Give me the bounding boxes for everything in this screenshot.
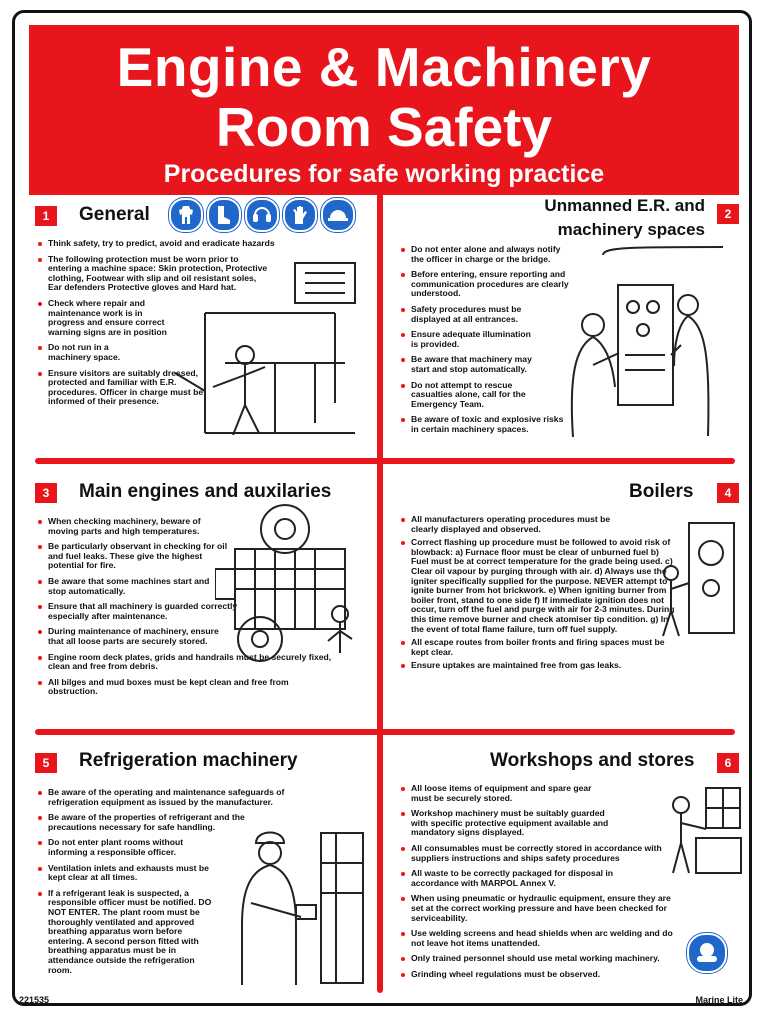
list-item: Be aware of the operating and maintenance safeguards of refrigeration equipment as issued by the manufacturer. xyxy=(37,788,298,807)
list-item: Do not enter alone and always notify the officer in charge or the bridge. xyxy=(400,245,570,264)
protective-clothing-icon xyxy=(169,198,203,232)
eye-protection-icon xyxy=(687,933,727,973)
list-item: Only trained personnel should use metal working machinery. xyxy=(400,954,681,964)
list-item: Safety procedures must be displayed at all entrances. xyxy=(400,305,536,324)
poster-title-line1: Engine & Machinery xyxy=(116,36,652,98)
brand-label: Marine Lite xyxy=(695,995,743,1005)
list-item: All waste to be correctly packaged for disposal in accordance with MARPOL Annex V. xyxy=(400,869,641,888)
vertical-divider xyxy=(377,193,383,993)
engineer-on-walkway-illustration xyxy=(165,243,373,443)
list-item: When checking machinery, beware of moving parts and high temperatures. xyxy=(37,517,228,536)
section-list-boilers xyxy=(400,514,675,675)
section-list-workshops xyxy=(400,783,673,986)
list-item: Be aware that machinery may start and stop automatically. xyxy=(400,355,551,374)
hard-hat-icon xyxy=(321,198,355,232)
section-number-5: 5 xyxy=(35,753,57,773)
section-title-general: General xyxy=(79,204,150,225)
list-item: Be aware that some machines start and stop automatically. xyxy=(37,577,223,596)
section-list-main-engines xyxy=(37,516,332,703)
horizontal-divider-1 xyxy=(35,458,735,464)
list-item: Ensure adequate illumination is provided. xyxy=(400,330,536,349)
section-title-boilers: Boilers xyxy=(629,481,694,502)
list-item: Be aware of toxic and explosive risks in certain machinery spaces. xyxy=(400,415,570,434)
list-item: All manufacturers operating procedures must be clearly displayed and observed. xyxy=(400,515,631,534)
list-item: Ensure that all machinery is guarded correctly especially after maintenance. xyxy=(37,602,243,621)
section-title-refrigeration: Refrigeration machinery xyxy=(79,750,298,771)
section-number-3: 3 xyxy=(35,483,57,503)
list-item: Do not enter plant rooms without informing a responsible officer. xyxy=(37,838,213,857)
section-number-2: 2 xyxy=(717,204,739,224)
section-number-4: 4 xyxy=(717,483,739,503)
section-title-main-engines: Main engines and auxilaries xyxy=(79,481,332,502)
section-title-workshops: Workshops and stores xyxy=(490,750,695,771)
list-item: Before entering, ensure reporting and communication procedures are clearly understood. xyxy=(400,270,570,299)
list-item: The following protection must be worn prior to entering a machine space: Skin protection, Protective clothing, Footwear with slip and oil resistant soles, Ear defenders Protective gloves and Hard hat. xyxy=(37,255,268,293)
list-item: Be particularly observant in checking for oil and fuel leaks. These give the highest potential for fire. xyxy=(37,542,228,571)
list-item: All consumables must be correctly stored in accordance with suppliers instructions and ships safety procedures xyxy=(400,844,666,863)
list-item: All bilges and mud boxes must be kept clean and free from obstruction. xyxy=(37,678,338,697)
list-item: All escape routes from boiler fronts and firing spaces must be kept clear. xyxy=(400,638,671,657)
poster-title-line2: Room Safety xyxy=(215,96,553,158)
list-item: Be aware of the properties of refrigerant and the precautions necessary for safe handling. xyxy=(37,813,253,832)
poster-frame xyxy=(12,10,752,1006)
list-item: When using pneumatic or hydraulic equipment, ensure they are set at the correct working pressure and have been checked for serviceability. xyxy=(400,894,681,923)
engineers-at-control-panel-illustration xyxy=(563,245,733,445)
section-list-unmanned xyxy=(400,245,570,441)
list-item: Do not attempt to rescue casualties alone, call for the Emergency Team. xyxy=(400,381,541,410)
engine-machinery-illustration xyxy=(215,499,373,669)
list-item: Correct flashing up procedure must be followed to avoid risk of blowback: a) Furnace floor must be clear of unburned fuel b) Fuel must be at correct temperature for the grade being used. c) Clear oil vapour by purging through with air. d) Always use the igniter specifically supplied for the purpose. NEVER attempt to ignite burner from hot brickwork. e) When igniting burner from boiler front, stand to one side f) If immediate ignition does not occur, turn off the fuel and purge with air for 2-3 minutes. During this time remove burner and check atomiser tip condition. g) In the event of total flame failure, turn off fuel supply. xyxy=(400,538,676,634)
refrigeration-engineer-illustration xyxy=(211,813,371,993)
list-item: Do not run in a machinery space. xyxy=(37,343,148,362)
boiler-engineer-illustration xyxy=(649,513,739,643)
list-item: Grinding wheel regulations must be observed. xyxy=(400,970,681,980)
list-item: Ensure visitors are suitably dressed, protected and familiar with E.R. procedures. Officer in charge must be informed of their presence. xyxy=(37,369,218,407)
list-item: Ventilation inlets and exhausts must be kept clear at all times. xyxy=(37,864,213,883)
section-number-6: 6 xyxy=(717,753,739,773)
gloves-icon xyxy=(283,198,317,232)
list-item: All loose items of equipment and spare gear must be securely stored. xyxy=(400,784,611,803)
list-item: If a refrigerant leak is suspected, a responsible officer must be notified. DO NOT ENTER. The plant room must be thoroughly ventilated and approved breathing apparatus worn before entering. A second person fitted with breathing apparatus must be in attendance outside the refrigeration room. xyxy=(37,889,216,975)
list-item: During maintenance of machinery, ensure that all loose parts are securely stored. xyxy=(37,627,223,646)
list-item: Use welding screens and head shields when arc welding and do not leave hot items unattended. xyxy=(400,929,681,948)
product-code: 221535 xyxy=(19,995,50,1005)
workshop-machinist-illustration xyxy=(651,783,743,883)
list-item: Workshop machinery must be suitably guarded with specific protective equipment available and mandatory signs displayed. xyxy=(400,809,621,838)
list-item: Engine room deck plates, grids and handrails must be securely fixed, clean and free from debris. xyxy=(37,653,348,672)
section-title-unmanned-line xyxy=(515,194,705,242)
section-number-1: 1 xyxy=(35,206,57,226)
horizontal-divider-2 xyxy=(35,729,735,735)
section-title-unmanned: Unmanned E.R. and machinery spaces xyxy=(544,196,705,239)
list-item: Think safety, try to predict, avoid and eradicate hazards xyxy=(37,239,338,249)
poster-header xyxy=(29,25,739,195)
safety-boots-icon xyxy=(207,198,241,232)
list-item: Check where repair and maintenance work is in progress and ensure correct warning signs are in position xyxy=(37,299,178,337)
ear-defenders-icon xyxy=(245,198,279,232)
list-item: Ensure uptakes are maintained free from gas leaks. xyxy=(400,661,671,671)
poster-subtitle: Procedures for safe working practice xyxy=(163,160,605,188)
